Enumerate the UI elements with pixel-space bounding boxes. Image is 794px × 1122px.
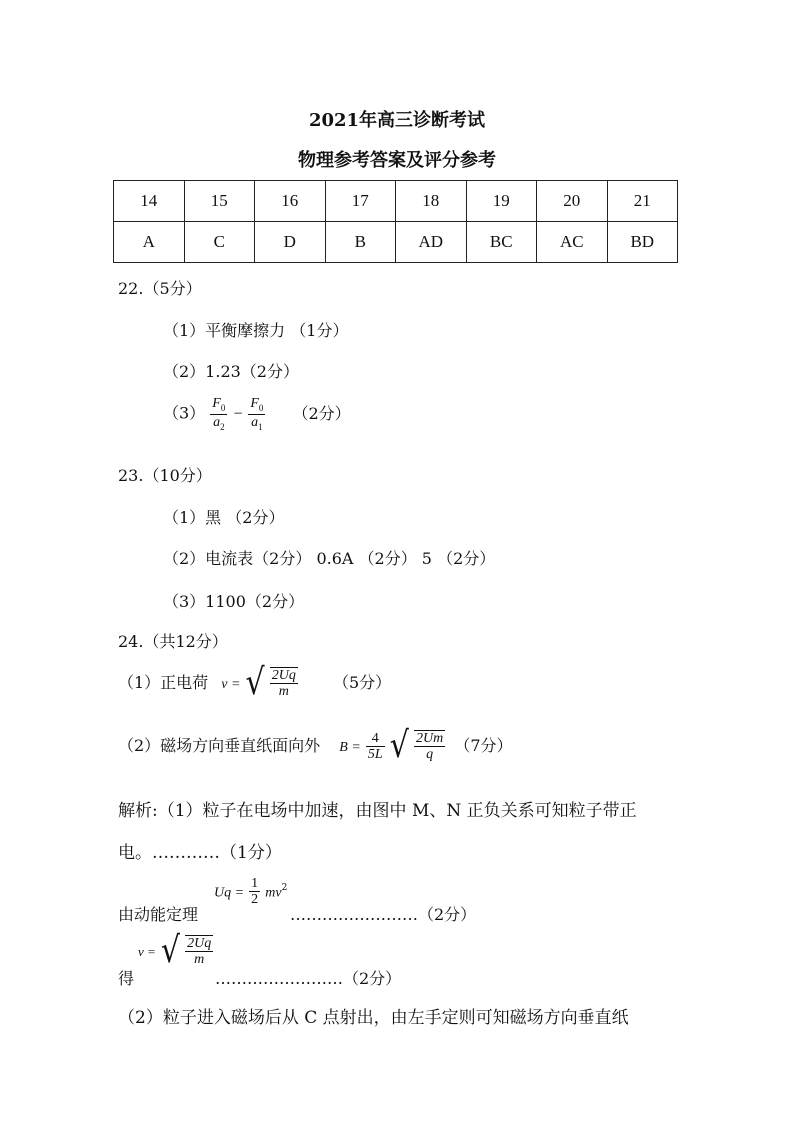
- minus-sign: −: [232, 405, 244, 423]
- q23-part3: （3）1100（2分）: [163, 592, 305, 611]
- fraction: [249, 876, 260, 908]
- sqrt: [389, 724, 445, 767]
- solution-line-2: 电。…………（1分）: [118, 843, 282, 863]
- table-cell: B: [325, 222, 396, 263]
- energy-equation: [214, 876, 287, 908]
- solution-line-3: （2）粒子进入磁场后从 C 点射出，由左手定则可知磁场方向垂直纸: [118, 1008, 629, 1028]
- frac-num: 4: [366, 731, 385, 747]
- frac-den: q: [426, 747, 434, 763]
- frac-num-symbol: F: [212, 396, 221, 411]
- q23-heading: 23.（10分）: [118, 466, 212, 485]
- q22-part2: （2）1.23（2分）: [163, 362, 299, 381]
- frac-num: 2Uq: [271, 668, 296, 683]
- subscript: 0: [220, 402, 226, 413]
- table-cell: BD: [607, 222, 678, 263]
- sqrt: [160, 929, 213, 972]
- fraction: [248, 396, 265, 432]
- table-cell: D: [255, 222, 326, 263]
- q24-part1: [118, 661, 392, 704]
- fraction: [366, 731, 385, 763]
- q22-part3-score: （2分）: [292, 403, 351, 423]
- velocity-score: ……………………（2分）: [215, 969, 402, 988]
- q22-part3-prefix: （3）: [163, 403, 206, 423]
- q24-part2-score: （7分）: [454, 735, 513, 755]
- q24-part1-text: （1）正电荷: [118, 672, 209, 692]
- velocity-equation: [138, 929, 213, 972]
- subscript: 0: [258, 402, 264, 413]
- q24-heading: 24.（共12分）: [118, 632, 228, 651]
- table-cell: 18: [396, 181, 467, 222]
- table-cell: AC: [537, 222, 608, 263]
- frac-num: 2Um: [415, 731, 444, 746]
- eq-lhs: Uq =: [214, 885, 245, 901]
- table-cell: AD: [396, 222, 467, 263]
- q22-heading: 22.（5分）: [118, 279, 202, 298]
- frac-num: 2Uq: [187, 936, 212, 951]
- frac-num: 1: [251, 876, 259, 891]
- eq-term: mv: [265, 885, 282, 901]
- frac-den: 5L: [367, 746, 383, 762]
- q24-part2: [118, 724, 513, 767]
- frac-den: m: [278, 684, 289, 700]
- energy-theorem-text: 由动能定理: [118, 905, 199, 924]
- fraction: [185, 936, 213, 968]
- subscript: 2: [220, 421, 225, 432]
- q23-part1: （1）黑 （2分）: [163, 508, 285, 527]
- energy-score: ……………………（2分）: [290, 905, 477, 924]
- table-cell: A: [114, 222, 185, 263]
- q22-part3: [163, 396, 351, 432]
- page-title: 2021年高三诊断考试: [308, 110, 486, 131]
- table-cell: 17: [325, 181, 396, 222]
- table-cell: BC: [466, 222, 537, 263]
- table-cell: 16: [255, 181, 326, 222]
- q24-part1-score: （5分）: [332, 672, 392, 692]
- q22-part1: （1）平衡摩擦力 （1分）: [163, 321, 349, 340]
- therefore-text: 得: [118, 969, 135, 988]
- radical-icon: √: [160, 929, 181, 972]
- sqrt: [245, 661, 298, 704]
- radical-icon: √: [245, 661, 265, 704]
- superscript: 2: [281, 883, 288, 894]
- answer-table: [113, 180, 678, 263]
- table-cell: 21: [607, 181, 678, 222]
- q23-part2: （2）电流表（2分） 0.6A （2分） 5 （2分）: [163, 549, 496, 568]
- frac-num-symbol: F: [250, 396, 259, 411]
- subscript: 1: [258, 421, 263, 432]
- table-cell: 19: [466, 181, 537, 222]
- eq-lhs: v =: [138, 943, 156, 959]
- table-cell: C: [184, 222, 255, 263]
- frac-den-symbol: a: [213, 414, 221, 430]
- fraction: [270, 668, 298, 700]
- table-row-answers: [114, 222, 678, 263]
- page-subtitle: 物理参考答案及评分参考: [298, 150, 496, 171]
- frac-den: m: [194, 952, 205, 968]
- frac-den: 2: [251, 892, 259, 908]
- solution-line-1: 解析:（1）粒子在电场中加速，由图中 M、N 正负关系可知粒子带正: [118, 801, 637, 821]
- fraction: [210, 396, 227, 432]
- table-row-numbers: [114, 181, 678, 222]
- eq-lhs: B =: [339, 739, 361, 755]
- table-cell: 15: [184, 181, 255, 222]
- frac-den-symbol: a: [251, 414, 259, 430]
- fraction: [414, 731, 445, 763]
- q24-part2-text: （2）磁场方向垂直纸面向外: [118, 735, 321, 755]
- table-cell: 20: [537, 181, 608, 222]
- eq-lhs: v =: [221, 676, 241, 692]
- table-cell: 14: [114, 181, 185, 222]
- radical-icon: √: [389, 724, 409, 767]
